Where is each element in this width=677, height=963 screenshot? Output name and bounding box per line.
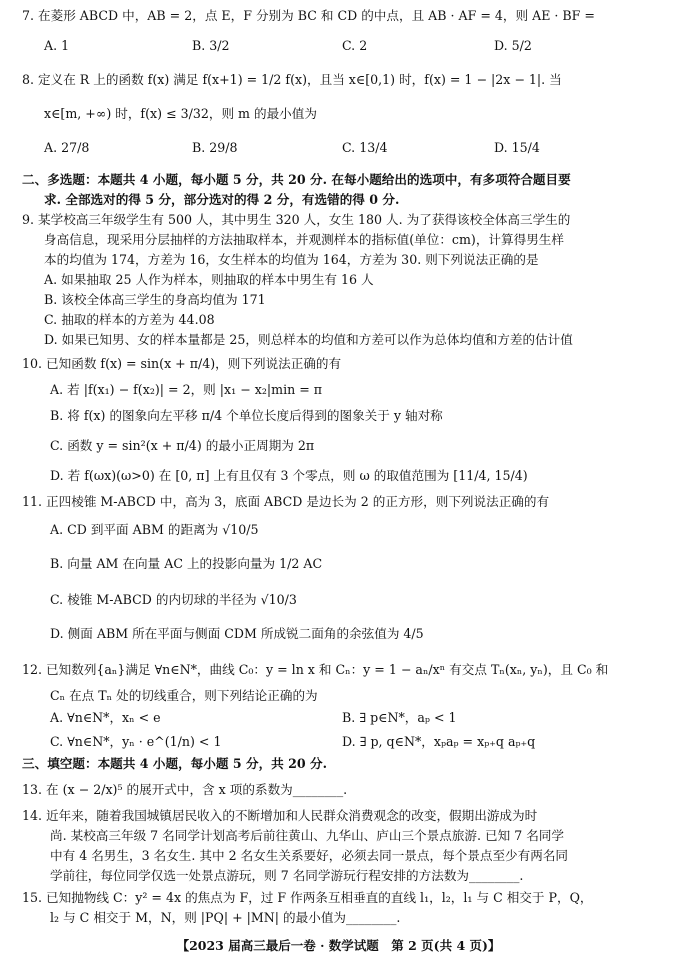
q14-stem-line4: 学前往，每位同学仅选一处景点游玩，则 7 名同学游玩行程安排的方法数为________.: [50, 868, 524, 883]
q11-option-a: A. CD 到平面 ABM 的距离为 √10/5: [50, 522, 259, 537]
q12-stem-line1: 12. 已知数列{aₙ}满足 ∀n∈N*，曲线 C₀：y = ln x 和 Cₙ：y = 1 − aₙ/xⁿ 有交点 Tₙ(xₙ, yₙ)，且 C₀ 和: [22, 662, 609, 677]
q7-stem: 7. 在菱形 ABCD 中，AB = 2，点 E，F 分别为 BC 和 CD 的中点，且 AB · AF = 4，则 AE · BF =: [22, 8, 595, 23]
q15-stem-line2: l₂ 与 C 相交于 M，N，则 |PQ| + |MN| 的最小值为________.: [50, 910, 401, 925]
q11-option-c: C. 棱锥 M-ABCD 的内切球的半径为 √10/3: [50, 592, 297, 607]
q8-option-c: C. 13/4: [342, 140, 388, 155]
q10-option-a: A. 若 |f(x₁) − f(x₂)| = 2，则 |x₁ − x₂|min = π: [50, 382, 323, 397]
q14-stem-line1: 14. 近年来，随着我国城镇居民收入的不断增加和人民群众消费观念的改变，假期出游成为时: [22, 808, 538, 823]
q8-stem-line2: x∈[m, +∞) 时，f(x) ≤ 3/32，则 m 的最小值为: [44, 106, 317, 121]
q8-stem-line1: 8. 定义在 R 上的函数 f(x) 满足 f(x+1) = 1/2 f(x)，且当 x∈[0,1) 时，f(x) = 1 − |2x − 1|. 当: [22, 72, 562, 87]
q12-option-b: B. ∃ p∈N*，aₚ < 1: [342, 710, 457, 725]
section2-heading-line2: 求. 全部选对的得 5 分，部分选对的得 2 分，有选错的得 0 分.: [44, 192, 400, 207]
q11-option-d: D. 侧面 ABM 所在平面与侧面 CDM 所成锐二面角的余弦值为 4/5: [50, 626, 424, 641]
q11-stem: 11. 正四棱锥 M-ABCD 中，高为 3，底面 ABCD 是边长为 2 的正方形，则下列说法正确的有: [22, 494, 550, 509]
q13-stem: 13. 在 (x − 2/x)⁵ 的展开式中，含 x 项的系数为________.: [22, 782, 348, 797]
q9-stem-line2: 身高信息，现采用分层抽样的方法抽取样本，并观测样本的指标值(单位：cm)，计算得男生样: [44, 232, 564, 247]
section3-heading: 三、填空题：本题共 4 小题，每小题 5 分，共 20 分.: [22, 756, 328, 771]
page-footer: 【2023 届高三最后一卷 · 数学试题 第 2 页(共 4 页)】: [176, 938, 501, 953]
q15-stem-line1: 15. 已知抛物线 C：y² = 4x 的焦点为 F，过 F 作两条互相垂直的直线 l₁，l₂，l₁ 与 C 相交于 P，Q，: [22, 890, 593, 905]
q12-option-c: C. ∀n∈N*，yₙ · e^(1/n) < 1: [50, 734, 222, 749]
q14-stem-line3: 中有 4 名男生，3 名女生. 其中 2 名女生关系要好，必须去同一景点，每个景点至少有两名同: [50, 848, 569, 863]
q7-option-c: C. 2: [342, 38, 368, 53]
q9-option-d: D. 如果已知男、女的样本量都是 25，则总样本的均值和方差可以作为总体均值和方差的估计值: [44, 332, 573, 347]
q10-option-b: B. 将 f(x) 的图象向左平移 π/4 个单位长度后得到的图象关于 y 轴对称: [50, 408, 443, 423]
q7-option-a: A. 1: [44, 38, 70, 53]
q9-stem-line1: 9. 某学校高三年级学生有 500 人，其中男生 320 人，女生 180 人. 为了获得该校全体高三学生的: [22, 212, 571, 227]
q8-option-a: A. 27/8: [44, 140, 90, 155]
q10-stem: 10. 已知函数 f(x) = sin(x + π/4)，则下列说法正确的有: [22, 356, 342, 371]
q12-option-a: A. ∀n∈N*，xₙ < e: [50, 710, 161, 725]
q14-stem-line2: 尚. 某校高三年级 7 名同学计划高考后前往黄山、九华山、庐山三个景点旅游. 已知 7 名同学: [50, 828, 565, 843]
q8-option-d: D. 15/4: [494, 140, 540, 155]
q10-option-c: C. 函数 y = sin²(x + π/4) 的最小正周期为 2π: [50, 438, 315, 453]
q9-option-a: A. 如果抽取 25 人作为样本，则抽取的样本中男生有 16 人: [44, 272, 374, 287]
q10-option-d: D. 若 f(ωx)(ω>0) 在 [0, π] 上有且仅有 3 个零点，则 ω 的取值范围为 [11/4, 15/4): [50, 468, 528, 483]
q7-option-b: B. 3/2: [192, 38, 230, 53]
q7-option-d: D. 5/2: [494, 38, 532, 53]
q12-option-d: D. ∃ p, q∈N*，xₚaₚ = xₚ₊q aₚ₊q: [342, 734, 536, 749]
q9-stem-line3: 本的均值为 174，方差为 16，女生样本的均值为 164，方差为 30. 则下列说法正确的是: [44, 252, 539, 267]
q12-stem-line2: Cₙ 在点 Tₙ 处的切线重合，则下列结论正确的为: [50, 688, 318, 703]
q8-option-b: B. 29/8: [192, 140, 238, 155]
section2-heading-line1: 二、多选题：本题共 4 小题，每小题 5 分，共 20 分. 在每小题给出的选项中，有多项符合题目要: [22, 172, 571, 187]
q9-option-c: C. 抽取的样本的方差为 44.08: [44, 312, 215, 327]
q9-option-b: B. 该校全体高三学生的身高均值为 171: [44, 292, 266, 307]
q11-option-b: B. 向量 AM 在向量 AC 上的投影向量为 1/2 AC: [50, 556, 323, 571]
